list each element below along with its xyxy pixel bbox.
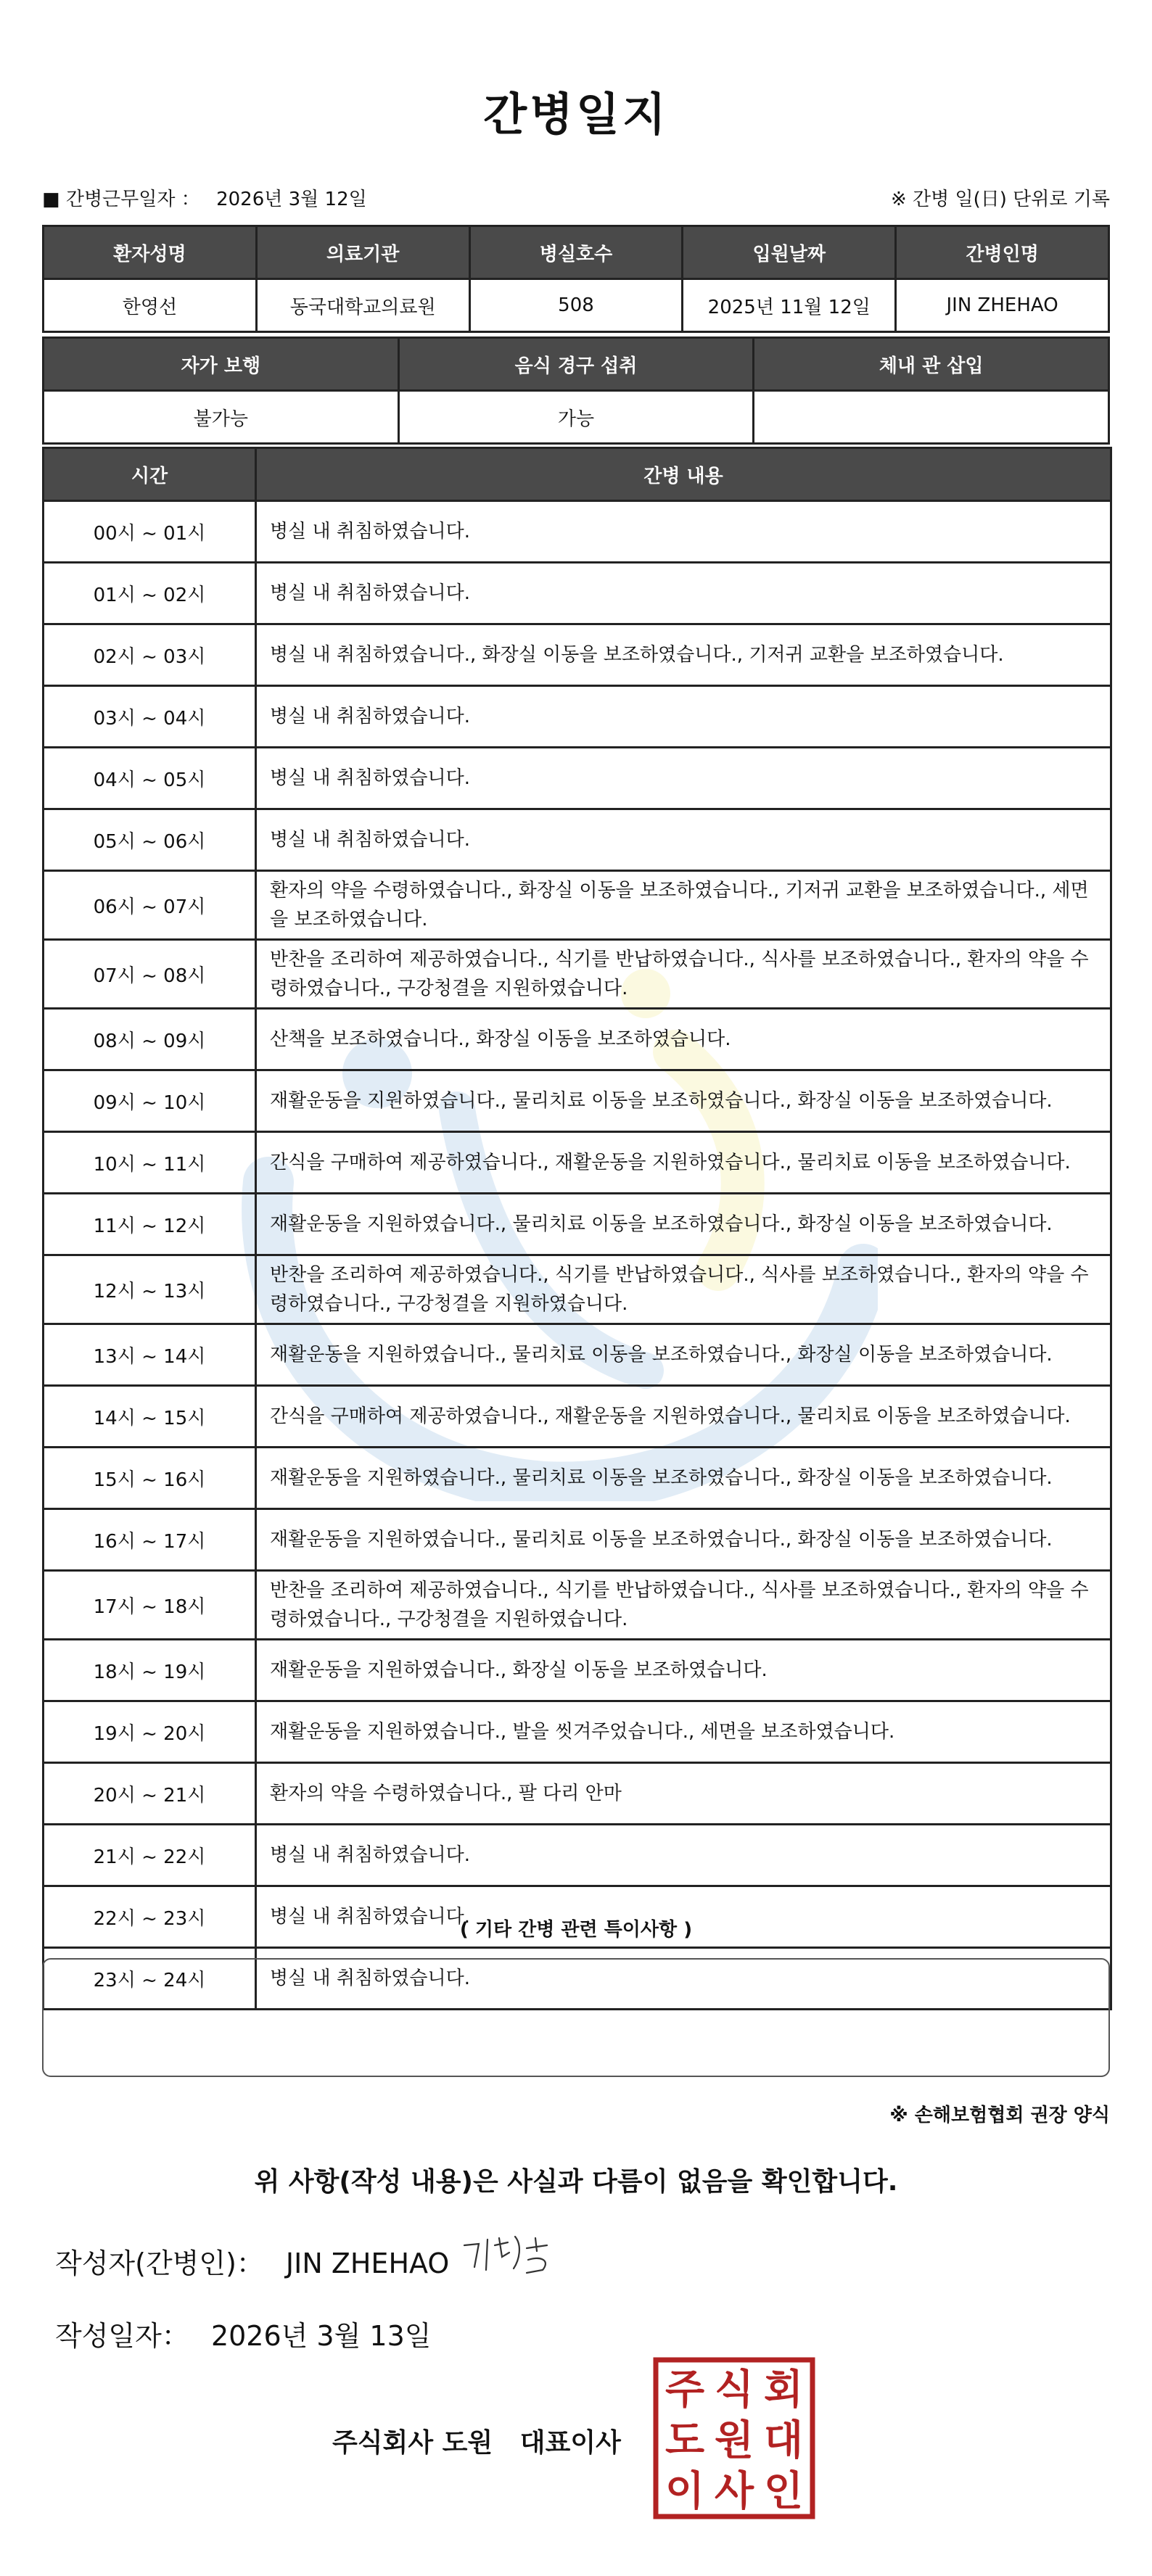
log-time: 18시 ~ 19시 xyxy=(44,1640,256,1701)
svg-text:주: 주 xyxy=(665,2366,705,2414)
table-row xyxy=(44,940,1111,1009)
svg-text:이: 이 xyxy=(665,2468,705,2515)
writer-label: 작성자(간병인)： xyxy=(55,2247,264,2279)
writer-name: JIN ZHEHAO xyxy=(285,2247,450,2279)
confirmation-statement: 위 사항(작성 내용)은 사실과 다름이 없음을 확인합니다. xyxy=(254,2167,898,2197)
svg-text:인: 인 xyxy=(763,2468,804,2515)
care-log-table xyxy=(42,447,1112,2010)
table-row xyxy=(44,748,1111,809)
log-time: 11시 ~ 12시 xyxy=(44,1194,256,1255)
log-time: 09시 ~ 10시 xyxy=(44,1070,256,1132)
log-time: 19시 ~ 20시 xyxy=(44,1701,256,1763)
write-date-label: 작성일자： xyxy=(55,2320,189,2352)
log-time: 07시 ~ 08시 xyxy=(44,940,256,1009)
table-row xyxy=(44,1825,1111,1886)
log-content: 병실 내 취침하였습니다. xyxy=(256,1825,1111,1886)
daily-note: ※ 간병 일(日) 단위로 기록 xyxy=(890,189,1110,210)
svg-text:대: 대 xyxy=(763,2417,804,2464)
table-row xyxy=(44,1070,1111,1132)
patient-name: 한영선 xyxy=(44,279,257,332)
log-content: 산책을 보조하였습니다., 화장실 이동을 보조하였습니다. xyxy=(256,1009,1111,1070)
patient-info-table xyxy=(42,225,1110,333)
svg-text:원: 원 xyxy=(714,2417,754,2464)
room-number: 508 xyxy=(469,279,683,332)
table-row xyxy=(44,1509,1111,1571)
log-time: 05시 ~ 06시 xyxy=(44,809,256,871)
tube-insertion-value xyxy=(754,391,1109,444)
patient-name-header: 환자성명 xyxy=(44,226,257,279)
log-time: 02시 ~ 03시 xyxy=(44,624,256,686)
log-content: 재활운동을 지원하였습니다., 물리치료 이동을 보조하였습니다., 화장실 이동을 보조하였습니다. xyxy=(256,1070,1111,1132)
write-date: 2026년 3월 13일 xyxy=(210,2320,432,2352)
log-content: 병실 내 취침하였습니다. xyxy=(256,1886,1111,1948)
log-time: 12시 ~ 13시 xyxy=(44,1255,256,1324)
log-time: 06시 ~ 07시 xyxy=(44,871,256,940)
work-date xyxy=(42,184,367,211)
table-row xyxy=(44,1009,1111,1070)
oral-intake-value: 가능 xyxy=(398,391,754,444)
special-notes-title: ( 기타 간병 관련 특이사항 ) xyxy=(459,1919,693,1941)
log-time: 04시 ~ 05시 xyxy=(44,748,256,809)
log-content: 재활운동을 지원하였습니다., 물리치료 이동을 보조하였습니다., 화장실 이동을 보조하였습니다. xyxy=(256,1448,1111,1509)
self-walking-header: 자가 보행 xyxy=(44,338,399,391)
log-content: 병실 내 취침하였습니다. xyxy=(256,748,1111,809)
table-row xyxy=(44,1448,1111,1509)
tube-insertion-header: 체내 관 삽입 xyxy=(754,338,1109,391)
table-row xyxy=(44,1194,1111,1255)
oral-intake-header: 음식 경구 섭취 xyxy=(398,338,754,391)
log-content: 환자의 약을 수령하였습니다., 팔 다리 안마 xyxy=(256,1763,1111,1825)
log-time: 17시 ~ 18시 xyxy=(44,1571,256,1640)
writer-line xyxy=(55,2241,449,2281)
log-content: 간식을 구매하여 제공하였습니다., 재활운동을 지원하였습니다., 물리치료 이동을 보조하였습니다. xyxy=(256,1132,1111,1194)
time-header: 시간 xyxy=(44,448,256,501)
self-walking-value: 불가능 xyxy=(44,391,399,444)
caregiver-name-header: 간병인명 xyxy=(896,226,1109,279)
company-seal-stamp xyxy=(653,2357,815,2519)
log-content: 재활운동을 지원하였습니다., 물리치료 이동을 보조하였습니다., 화장실 이동을 보조하였습니다. xyxy=(256,1509,1111,1571)
work-date-row xyxy=(42,184,1110,213)
log-content: 병실 내 취침하였습니다. xyxy=(256,563,1111,624)
status-info-table xyxy=(42,337,1110,445)
log-content: 병실 내 취침하였습니다. xyxy=(256,809,1111,871)
table-row xyxy=(44,624,1111,686)
log-content: 재활운동을 지원하였습니다., 물리치료 이동을 보조하였습니다., 화장실 이동을 보조하였습니다. xyxy=(256,1194,1111,1255)
table-row xyxy=(44,1132,1111,1194)
table-row xyxy=(44,1571,1111,1640)
table-row xyxy=(44,1324,1111,1386)
log-content: 재활운동을 지원하였습니다., 화장실 이동을 보조하였습니다. xyxy=(256,1640,1111,1701)
page-title: 간병일지 xyxy=(483,88,669,141)
log-time: 08시 ~ 09시 xyxy=(44,1009,256,1070)
hospital-header: 의료기관 xyxy=(256,226,469,279)
log-time: 03시 ~ 04시 xyxy=(44,686,256,748)
caregiver-name: JIN ZHEHAO xyxy=(896,279,1109,332)
log-content: 병실 내 취침하였습니다. xyxy=(256,1948,1111,2010)
content-header: 간병 내용 xyxy=(256,448,1111,501)
svg-text:사: 사 xyxy=(714,2468,754,2515)
table-row xyxy=(44,686,1111,748)
handwritten-signature xyxy=(457,2224,602,2282)
log-time: 16시 ~ 17시 xyxy=(44,1509,256,1571)
log-content: 반찬을 조리하여 제공하였습니다., 식기를 반납하였습니다., 식사를 보조하였습니다., 환자의 약을 수령하였습니다., 구강청결을 지원하였습니다. xyxy=(256,1571,1111,1640)
log-content: 병실 내 취침하였습니다., 화장실 이동을 보조하였습니다., 기저귀 교환을 보조하였습니다. xyxy=(256,624,1111,686)
hospital: 동국대학교의료원 xyxy=(256,279,469,332)
association-note: ※ 손해보험협회 권장 양식 xyxy=(889,2105,1110,2126)
log-time: 10시 ~ 11시 xyxy=(44,1132,256,1194)
svg-text:회: 회 xyxy=(763,2366,804,2414)
log-time: 20시 ~ 21시 xyxy=(44,1763,256,1825)
log-time: 01시 ~ 02시 xyxy=(44,563,256,624)
room-header: 병실호수 xyxy=(469,226,683,279)
svg-text:식: 식 xyxy=(714,2366,754,2414)
table-row xyxy=(44,1701,1111,1763)
log-content: 병실 내 취침하였습니다. xyxy=(256,686,1111,748)
table-row xyxy=(44,1640,1111,1701)
log-content: 간식을 구매하여 제공하였습니다., 재활운동을 지원하였습니다., 물리치료 이동을 보조하였습니다. xyxy=(256,1386,1111,1448)
log-time: 15시 ~ 16시 xyxy=(44,1448,256,1509)
log-content: 재활운동을 지원하였습니다., 물리치료 이동을 보조하였습니다., 화장실 이동을 보조하였습니다. xyxy=(256,1324,1111,1386)
table-row xyxy=(44,501,1111,563)
log-time: 13시 ~ 14시 xyxy=(44,1324,256,1386)
table-row xyxy=(44,1386,1111,1448)
company-representative: 주식회사 도원 대표이사 xyxy=(332,2428,621,2458)
log-time: 23시 ~ 24시 xyxy=(44,1948,256,2010)
table-row xyxy=(44,1763,1111,1825)
svg-text:도: 도 xyxy=(665,2417,705,2464)
log-content: 반찬을 조리하여 제공하였습니다., 식기를 반납하였습니다., 식사를 보조하였습니다., 환자의 약을 수령하였습니다., 구강청결을 지원하였습니다. xyxy=(256,1255,1111,1324)
table-row xyxy=(44,1255,1111,1324)
work-date-label: ■ 간병근무일자 ： xyxy=(42,189,200,210)
work-date-value: 2026년 3월 12일 xyxy=(216,189,367,210)
write-date-line xyxy=(55,2313,431,2353)
table-row xyxy=(44,871,1111,940)
admission-date-header: 입원날짜 xyxy=(683,226,896,279)
special-notes-box xyxy=(42,1958,1110,2077)
log-content: 반찬을 조리하여 제공하였습니다., 식기를 반납하였습니다., 식사를 보조하였습니다., 환자의 약을 수령하였습니다., 구강청결을 지원하였습니다. xyxy=(256,940,1111,1009)
table-row xyxy=(44,563,1111,624)
log-time: 22시 ~ 23시 xyxy=(44,1886,256,1948)
log-content: 병실 내 취침하였습니다. xyxy=(256,501,1111,563)
log-time: 21시 ~ 22시 xyxy=(44,1825,256,1886)
care-log-body xyxy=(44,501,1111,2010)
admission-date: 2025년 11월 12일 xyxy=(683,279,896,332)
log-time: 00시 ~ 01시 xyxy=(44,501,256,563)
log-content: 환자의 약을 수령하였습니다., 화장실 이동을 보조하였습니다., 기저귀 교환을 보조하였습니다., 세면을 보조하였습니다. xyxy=(256,871,1111,940)
log-content: 재활운동을 지원하였습니다., 발을 씻겨주었습니다., 세면을 보조하였습니다. xyxy=(256,1701,1111,1763)
table-row xyxy=(44,809,1111,871)
log-time: 14시 ~ 15시 xyxy=(44,1386,256,1448)
